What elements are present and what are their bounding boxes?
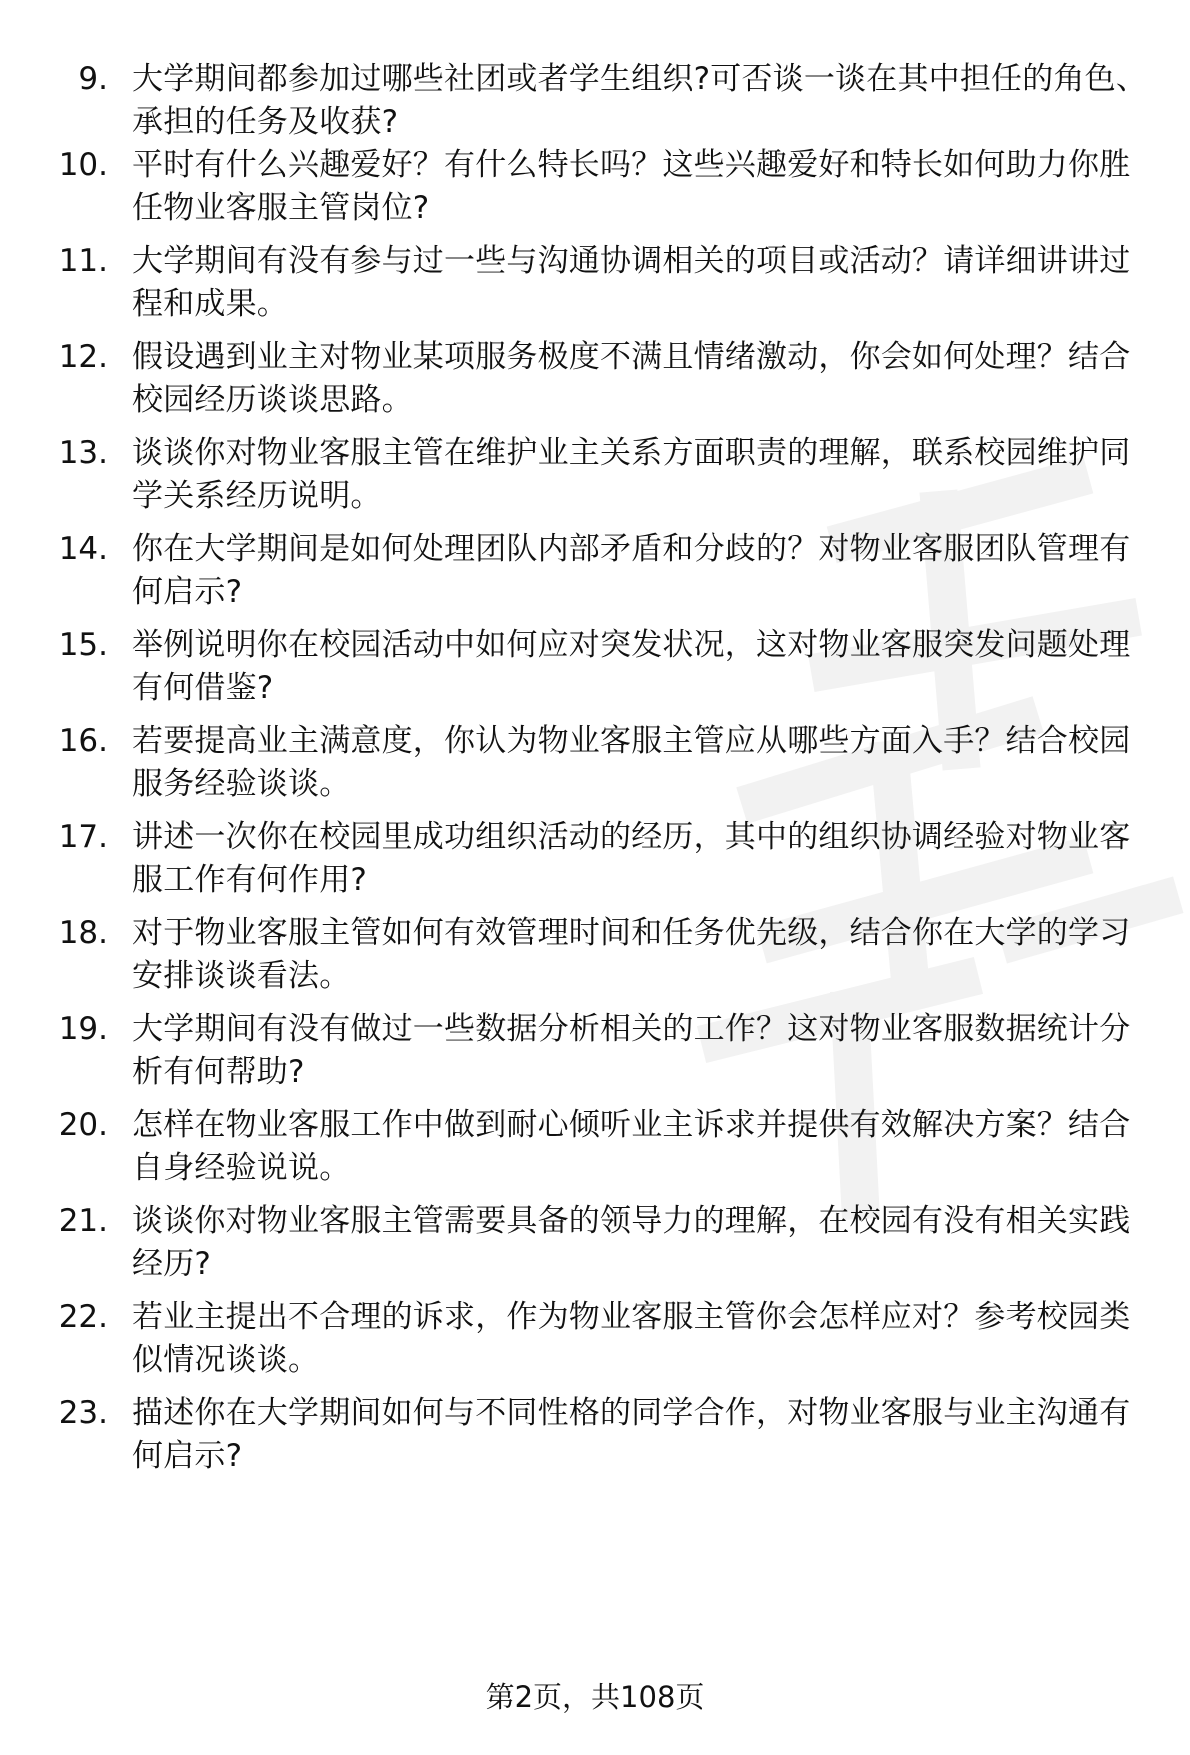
question-item: [0, 1008, 1190, 1098]
question-item: [0, 432, 1190, 522]
question-number: 10.: [58, 147, 108, 183]
question-text: 若要提高业主满意度，你认为物业客服主管应从哪些方面入手？结合校园服务经验谈谈。: [132, 723, 1131, 802]
question-text: 对于物业客服主管如何有效管理时间和任务优先级，结合你在大学的学习安排谈谈看法。: [132, 915, 1131, 994]
question-number: 11.: [58, 243, 108, 279]
question-text: 若业主提出不合理的诉求，作为物业客服主管你会怎样应对？参考校园类似情况谈谈。: [132, 1299, 1131, 1378]
question-item: [0, 1104, 1190, 1194]
question-text: 讲述一次你在校园里成功组织活动的经历，其中的组织协调经验对物业客服工作有何作用?: [132, 819, 1131, 898]
question-text: 描述你在大学期间如何与不同性格的同学合作，对物业客服与业主沟通有何启示?: [132, 1395, 1131, 1474]
question-number: 9.: [78, 61, 108, 97]
question-item: [0, 912, 1190, 1002]
question-number: 19.: [58, 1011, 108, 1047]
question-item: [0, 624, 1190, 714]
question-item: [0, 1200, 1190, 1290]
question-number: 17.: [58, 819, 108, 855]
question-number: 13.: [58, 435, 108, 471]
question-text: 谈谈你对物业客服主管需要具备的领导力的理解，在校园有没有相关实践经历?: [132, 1203, 1131, 1282]
question-number: 16.: [58, 723, 108, 759]
question-text: 举例说明你在校园活动中如何应对突发状况，这对物业客服突发问题处理有何借鉴?: [132, 627, 1131, 706]
question-text: 大学期间都参加过哪些社团或者学生组织?可否谈一谈在其中担任的角色、承担的任务及收获?: [132, 61, 1148, 140]
question-item: [0, 336, 1190, 426]
question-text: 你在大学期间是如何处理团队内部矛盾和分歧的？对物业客服团队管理有何启示?: [132, 531, 1131, 610]
question-item: [0, 528, 1190, 618]
question-item: [0, 720, 1190, 810]
question-number: 15.: [58, 627, 108, 663]
question-item: [0, 816, 1190, 906]
question-item: [0, 144, 1190, 234]
question-item: [0, 240, 1190, 330]
question-number: 12.: [58, 339, 108, 375]
question-text: 怎样在物业客服工作中做到耐心倾听业主诉求并提供有效解决方案？结合自身经验说说。: [132, 1107, 1131, 1186]
question-text: 大学期间有没有参与过一些与沟通协调相关的项目或活动？请详细讲讲过程和成果。: [132, 243, 1131, 322]
question-number: 20.: [58, 1107, 108, 1143]
question-text: 平时有什么兴趣爱好？有什么特长吗？这些兴趣爱好和特长如何助力你胜任物业客服主管岗位?: [132, 147, 1131, 226]
question-item: [0, 1296, 1190, 1386]
question-number: 23.: [58, 1395, 108, 1431]
question-number: 14.: [58, 531, 108, 567]
question-item: [0, 1392, 1190, 1482]
question-text: 大学期间有没有做过一些数据分析相关的工作？这对物业客服数据统计分析有何帮助?: [132, 1011, 1131, 1090]
question-text: 假设遇到业主对物业某项服务极度不满且情绪激动，你会如何处理？结合校园经历谈谈思路。: [132, 339, 1131, 418]
question-number: 18.: [58, 915, 108, 951]
question-text: 谈谈你对物业客服主管在维护业主关系方面职责的理解，联系校园维护同学关系经历说明。: [132, 435, 1131, 514]
question-item: [0, 58, 1190, 148]
question-number: 21.: [58, 1203, 108, 1239]
page-footer: 第2页，共108页: [485, 1680, 705, 1714]
question-number: 22.: [58, 1299, 108, 1335]
